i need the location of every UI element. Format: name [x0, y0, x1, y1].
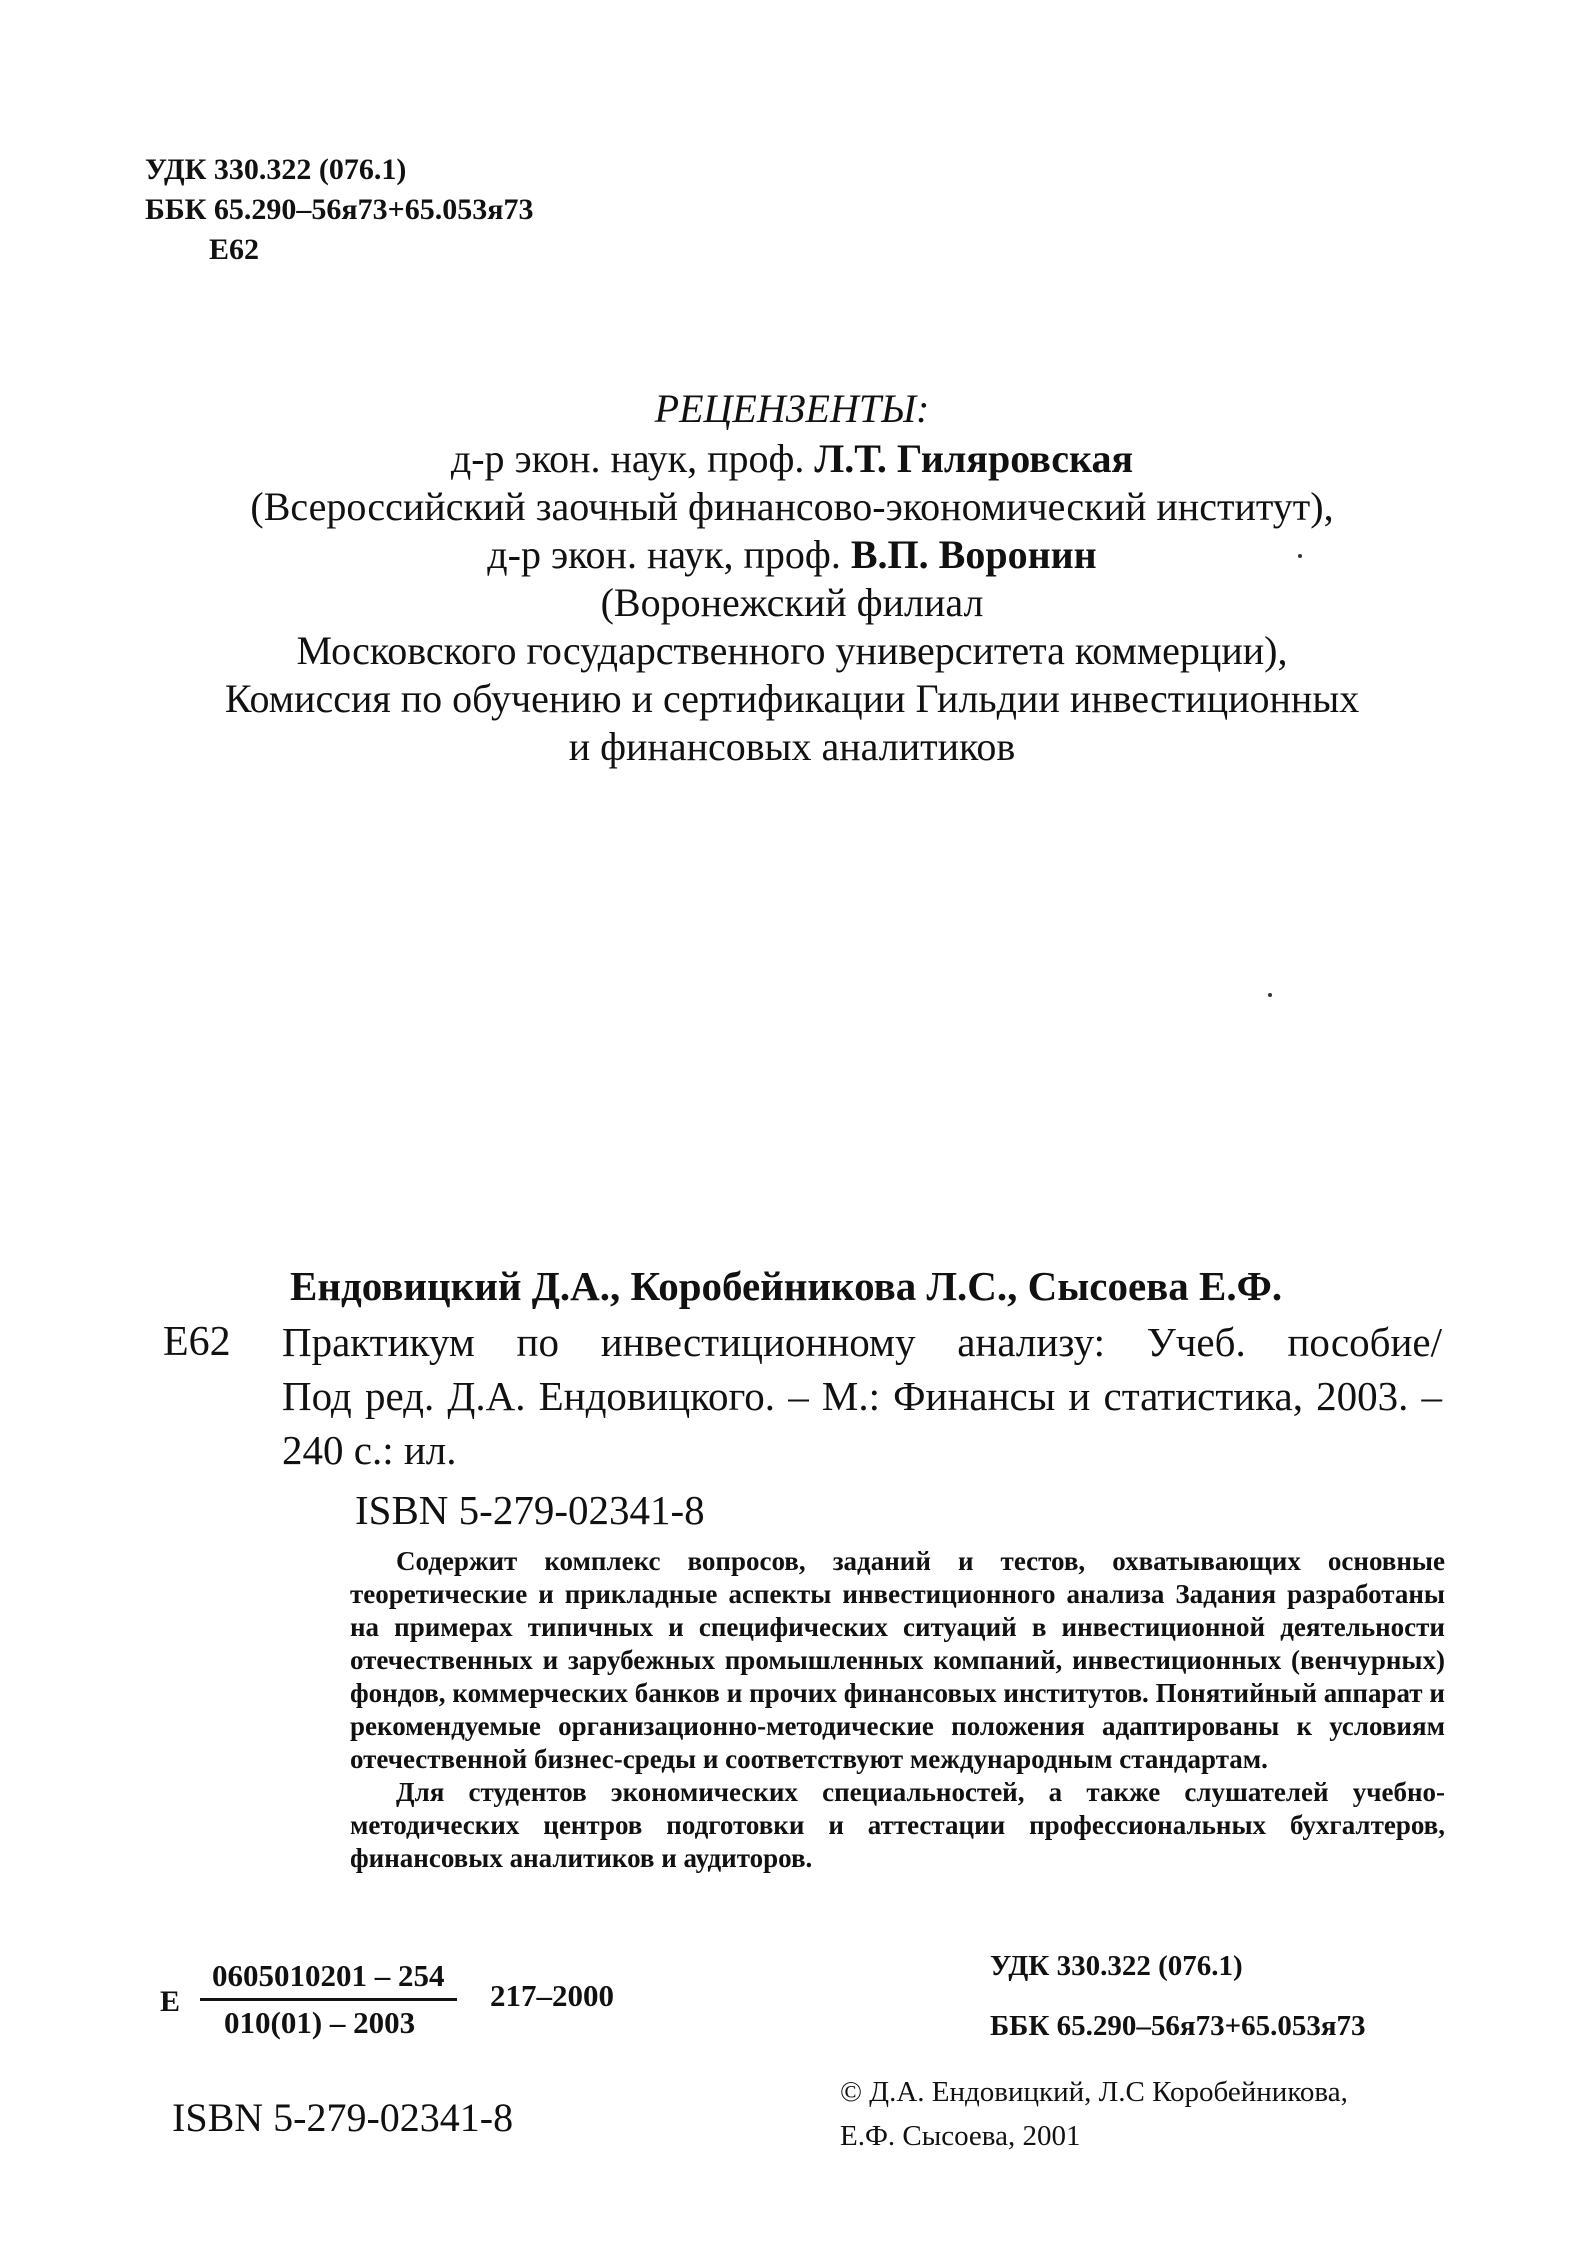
fraction-numerator: 0605010201 – 254 — [200, 1958, 457, 2001]
footer-isbn: ISBN 5-279-02341-8 — [172, 2095, 514, 2140]
reviewer-3-line-1: Комиссия по обучению и сертификации Гильдии инвестиционных — [224, 676, 1360, 721]
copyright-notice — [840, 2070, 1348, 2158]
reviewer-2-name: В.П. Воронин — [850, 532, 1097, 577]
bibliographic-line-2: Под ред. Д.А. Ендовицкого. – М.: Финансы и статистика, 2003. – — [282, 1373, 1442, 1419]
reviewer-3-line-2: и финансовых аналитиков — [568, 724, 1016, 769]
authors-line: Ендовицкий Д.А., Коробейникова Л.С., Сысоева Е.Ф. — [290, 1263, 1283, 1309]
udk-code: УДК 330.322 (076.1) — [145, 153, 407, 186]
bbk-code: ББК 65.290–56я73+65.053я73 — [145, 193, 534, 226]
reviewer-1-affiliation: (Всероссийский заочный финансово-экономический институт), — [250, 484, 1334, 529]
reviewer-2 — [0, 531, 1584, 579]
reviewer-1 — [0, 435, 1584, 483]
print-speck — [1268, 993, 1272, 997]
annotation — [350, 1545, 1445, 1875]
footer-bbk-code: ББК 65.290–56я73+65.053я73 — [990, 2010, 1366, 2042]
bibliographic-line-3: 240 с.: ил. — [282, 1427, 457, 1473]
annotation-paragraph-2: Для студентов экономических специальностей, а также слушателей учебно-методических центров подготовки и аттестации профессиональных бухгалтеров, финансовых аналитиков и аудиторов. — [350, 1777, 1445, 1873]
fraction-letter: Е — [160, 1985, 181, 2018]
fraction-denominator: 010(01) – 2003 — [224, 2005, 416, 2040]
reviewer-2-affiliation-1: (Воронежский филиал — [600, 580, 984, 625]
publication-fraction — [200, 1958, 457, 2041]
author-sign-code: Е62 — [209, 233, 260, 266]
entry-code: Е62 — [163, 1319, 231, 1365]
bibliographic-line-1: Практикум по инвестиционному анализу: Учеб. пособие/ — [282, 1319, 1442, 1365]
reviewer-1-name: Л.Т. Гиляровская — [814, 436, 1134, 481]
copyright-line-2: Е.Ф. Сысоева, 2001 — [840, 2120, 1081, 2152]
footer-udk-code: УДК 330.322 (076.1) — [990, 1950, 1243, 1982]
fraction-suffix: 217–2000 — [490, 1978, 614, 2013]
reviewer-1-title: д-р экон. наук, проф. — [450, 436, 815, 481]
reviewers-block — [0, 385, 1584, 771]
reviewer-2-title: д-р экон. наук, проф. — [487, 532, 851, 577]
entry-isbn: ISBN 5-279-02341-8 — [355, 1487, 705, 1533]
copyright-line-1: © Д.А. Ендовицкий, Л.С Коробейникова, — [840, 2076, 1348, 2108]
print-speck — [1298, 554, 1302, 558]
classification-block — [145, 150, 533, 270]
reviewer-2-affiliation-2: Московского государственного университета коммерции), — [296, 628, 1288, 673]
annotation-paragraph-1: Содержит комплекс вопросов, заданий и тестов, охватывающих основные теоретические и прикладные аспекты инвестиционного анализа Задания разработаны на примерах типичных и специфических ситуаций в инвестиционной деятельности отечественных и зарубежных промышленных компаний, инвестиционных (венчурных) фондов, коммерческих банков и прочих финансовых институтов. Понятийный аппарат и рекомендуемые организационно-методические положения адаптированы к условиям отечественной бизнес-среды и соответствуют международным стандартам. — [350, 1546, 1445, 1774]
reviewers-heading: РЕЦЕНЗЕНТЫ: — [654, 386, 930, 431]
